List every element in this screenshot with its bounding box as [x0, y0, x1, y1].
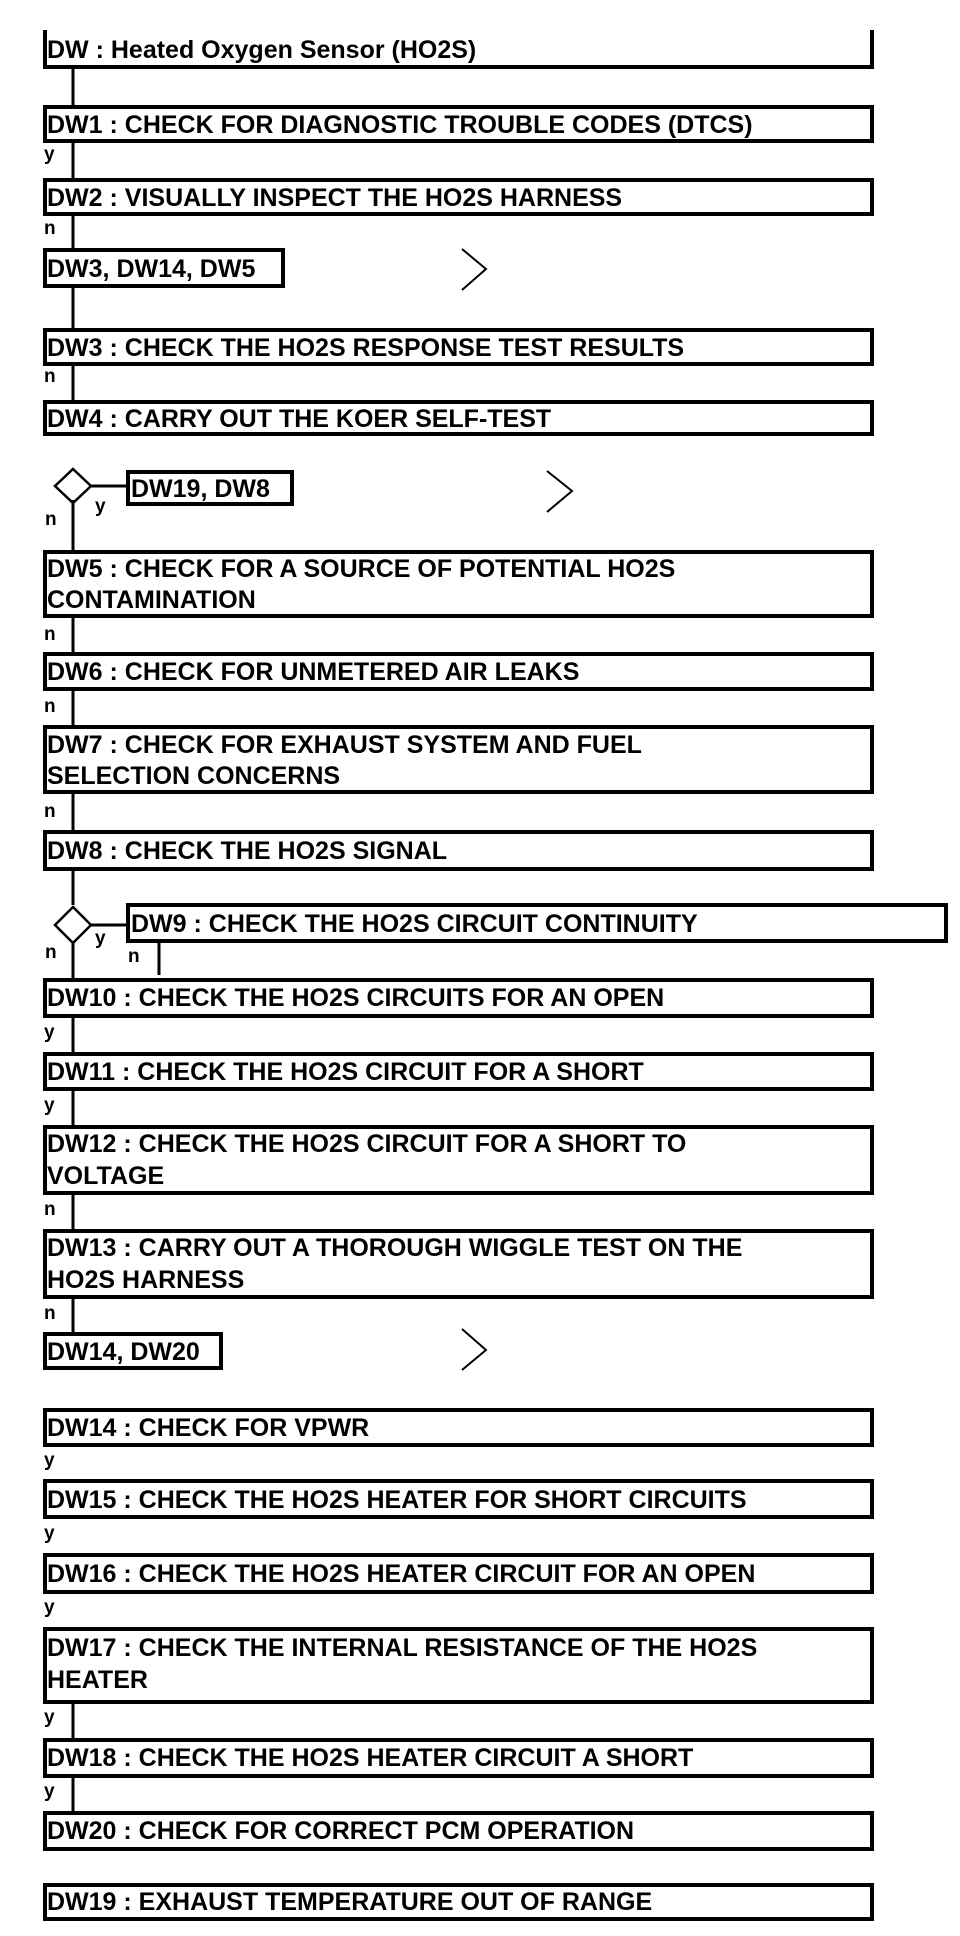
branch-label: n [44, 1199, 56, 1220]
branch-label: y [44, 1450, 55, 1471]
branch-label: y [44, 1523, 55, 1544]
diagram-title: DW : Heated Oxygen Sensor (HO2S) [47, 36, 477, 64]
step-label: SELECTION CONCERNS [47, 762, 341, 790]
branch-label: y [44, 1781, 55, 1802]
branch-label: n [44, 366, 56, 387]
step-label: DW17 : CHECK THE INTERNAL RESISTANCE OF THE HO2S [47, 1634, 758, 1662]
step-label: DW8 : CHECK THE HO2S SIGNAL [47, 837, 448, 865]
link-label[interactable]: DW14, DW20 [47, 1338, 200, 1366]
branch-label: y [44, 1597, 55, 1618]
branch-label: y [44, 144, 55, 165]
chevron-right-icon [462, 1329, 486, 1370]
step-label: DW13 : CARRY OUT A THOROUGH WIGGLE TEST ON THE [47, 1234, 743, 1262]
branch-label: n [44, 801, 56, 822]
branch-label: y [95, 928, 106, 949]
step-label: VOLTAGE [47, 1162, 165, 1190]
step-label: DW20 : CHECK FOR CORRECT PCM OPERATION [47, 1817, 635, 1845]
link-label[interactable]: DW19, DW8 [131, 475, 270, 503]
branch-label: y [44, 1707, 55, 1728]
step-label: DW10 : CHECK THE HO2S CIRCUITS FOR AN OPEN [47, 984, 665, 1012]
title-box [45, 30, 872, 67]
branch-label: n [44, 1303, 56, 1324]
step-label: DW1 : CHECK FOR DIAGNOSTIC TROUBLE CODES (DTCS) [47, 111, 753, 139]
link-label[interactable]: DW3, DW14, DW5 [47, 255, 256, 283]
step-label: DW12 : CHECK THE HO2S CIRCUIT FOR A SHORT TO [47, 1130, 687, 1158]
step-label: DW16 : CHECK THE HO2S HEATER CIRCUIT FOR AN OPEN [47, 1560, 756, 1588]
step-label: DW9 : CHECK THE HO2S CIRCUIT CONTINUITY [131, 910, 698, 938]
branch-label: n [128, 946, 140, 967]
step-label: DW7 : CHECK FOR EXHAUST SYSTEM AND FUEL [47, 731, 642, 759]
branch-label: n [45, 509, 57, 530]
step-label: DW3 : CHECK THE HO2S RESPONSE TEST RESULTS [47, 334, 685, 362]
step-label: DW6 : CHECK FOR UNMETERED AIR LEAKS [47, 658, 580, 686]
step-label: HEATER [47, 1666, 148, 1694]
branch-label: n [44, 696, 56, 717]
branch-label: y [95, 496, 106, 517]
step-label: DW11 : CHECK THE HO2S CIRCUIT FOR A SHORT [47, 1058, 644, 1086]
branch-label: n [45, 942, 57, 963]
branch-label: n [44, 218, 56, 239]
step-label: HO2S HARNESS [47, 1266, 245, 1294]
branch-label: n [44, 624, 56, 645]
branch-label: y [44, 1022, 55, 1043]
branch-label: y [44, 1095, 55, 1116]
step-label: DW2 : VISUALLY INSPECT THE HO2S HARNESS [47, 184, 623, 212]
step-label: DW15 : CHECK THE HO2S HEATER FOR SHORT CIRCUITS [47, 1486, 747, 1514]
step-label: DW18 : CHECK THE HO2S HEATER CIRCUIT A SHORT [47, 1744, 694, 1772]
chevron-right-icon [462, 249, 486, 290]
step-label: DW4 : CARRY OUT THE KOER SELF-TEST [47, 405, 552, 433]
step-label: DW5 : CHECK FOR A SOURCE OF POTENTIAL HO2S [47, 555, 676, 583]
chevron-right-icon [547, 471, 572, 512]
step-label: CONTAMINATION [47, 586, 256, 614]
step-label: DW14 : CHECK FOR VPWR [47, 1414, 370, 1442]
step-label: DW19 : EXHAUST TEMPERATURE OUT OF RANGE [47, 1888, 653, 1916]
